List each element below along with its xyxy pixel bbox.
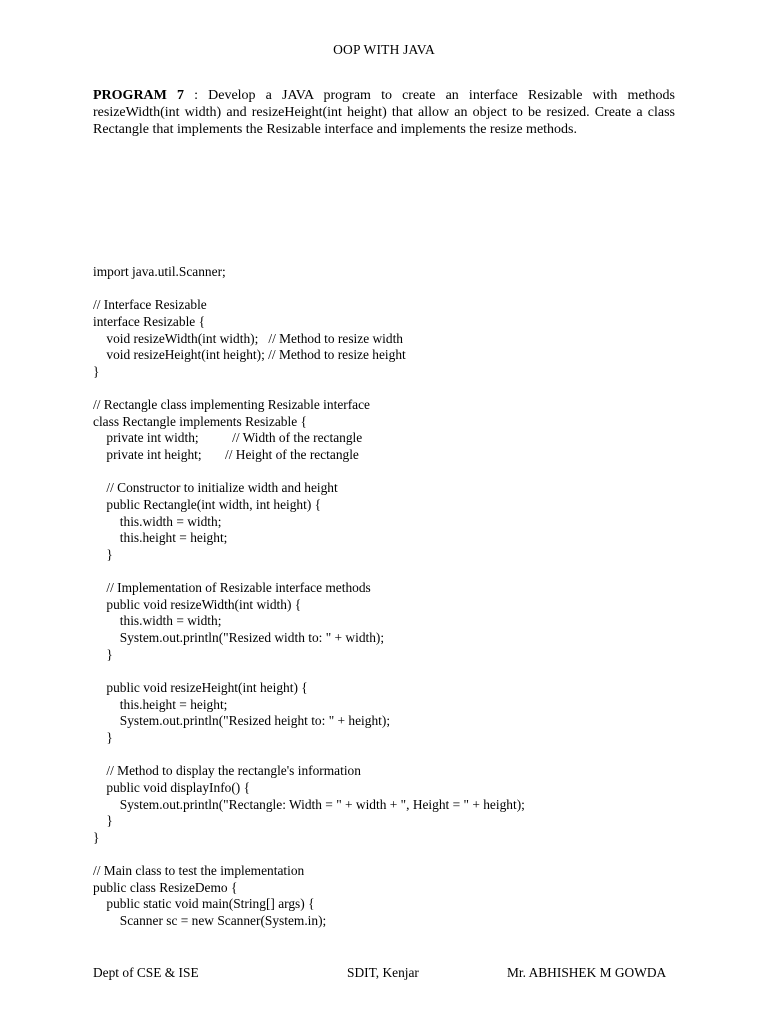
code-line: // Implementation of Resizable interface methods [93, 580, 371, 596]
code-line: // Method to display the rectangle's information [93, 763, 361, 779]
code-line: private int height; // Height of the rectangle [93, 447, 359, 463]
code-line: } [93, 829, 100, 845]
code-line: } [93, 646, 113, 662]
code-line: private int width; // Width of the rectangle [93, 430, 363, 446]
code-line: } [93, 363, 100, 379]
program-label: PROGRAM 7 [93, 88, 184, 103]
code-line [93, 281, 713, 298]
code-line: void resizeHeight(int height); // Method to resize height [93, 347, 406, 363]
document-header-title: OOP WITH JAVA [333, 42, 435, 57]
code-line: // Constructor to initialize width and height [93, 480, 338, 496]
code-line: public static void main(String[] args) { [93, 896, 315, 912]
code-line: } [93, 729, 113, 745]
code-line: class Rectangle implements Resizable { [93, 413, 307, 429]
code-line: public void resizeWidth(int width) { [93, 596, 302, 612]
program-description: : Develop a JAVA program to create an interface Resizable with methods resizeWidth(int width) and resizeHeight(int height) that allow an object to be resized. Create a class Rectangle that implements the Resizable interface and implements the resize methods. [93, 88, 675, 137]
code-line: // Rectangle class implementing Resizable interface [93, 397, 371, 413]
code-line: public Rectangle(int width, int height) { [93, 496, 322, 512]
code-line: System.out.println("Resized width to: " + width); [93, 630, 385, 646]
code-line: } [93, 813, 113, 829]
code-line: public class ResizeDemo { [93, 879, 238, 895]
code-line: this.height = height; [93, 530, 228, 546]
code-line [93, 464, 713, 481]
code-line: public void resizeHeight(int height) { [93, 680, 308, 696]
code-line: this.width = width; [93, 613, 222, 629]
code-line: interface Resizable { [93, 313, 206, 329]
code-line: this.height = height; [93, 696, 228, 712]
code-line: this.width = width; [93, 513, 222, 529]
code-line: import java.util.Scanner; [93, 264, 226, 279]
code-line: // Main class to test the implementation [93, 863, 305, 879]
code-line [93, 747, 713, 764]
code-line: public void displayInfo() { [93, 779, 251, 795]
footer-author: Mr. ABHISHEK M GOWDA [507, 965, 667, 980]
code-line: Scanner sc = new Scanner(System.in); [93, 912, 327, 928]
code-line: System.out.println("Rectangle: Width = " + width + ", Height = " + height); [93, 796, 525, 812]
program-statement [93, 87, 675, 138]
code-line [93, 663, 713, 680]
code-listing [93, 264, 713, 930]
code-line: void resizeWidth(int width); // Method to resize width [93, 330, 403, 346]
code-line: // Interface Resizable [93, 297, 207, 313]
code-line [93, 380, 713, 397]
code-line: System.out.println("Resized height to: " + height); [93, 713, 391, 729]
code-line [93, 564, 713, 581]
footer-department: Dept of CSE & ISE [93, 965, 199, 980]
footer-college: SDIT, Kenjar [347, 965, 419, 980]
code-line: } [93, 546, 113, 562]
code-line [93, 846, 713, 863]
